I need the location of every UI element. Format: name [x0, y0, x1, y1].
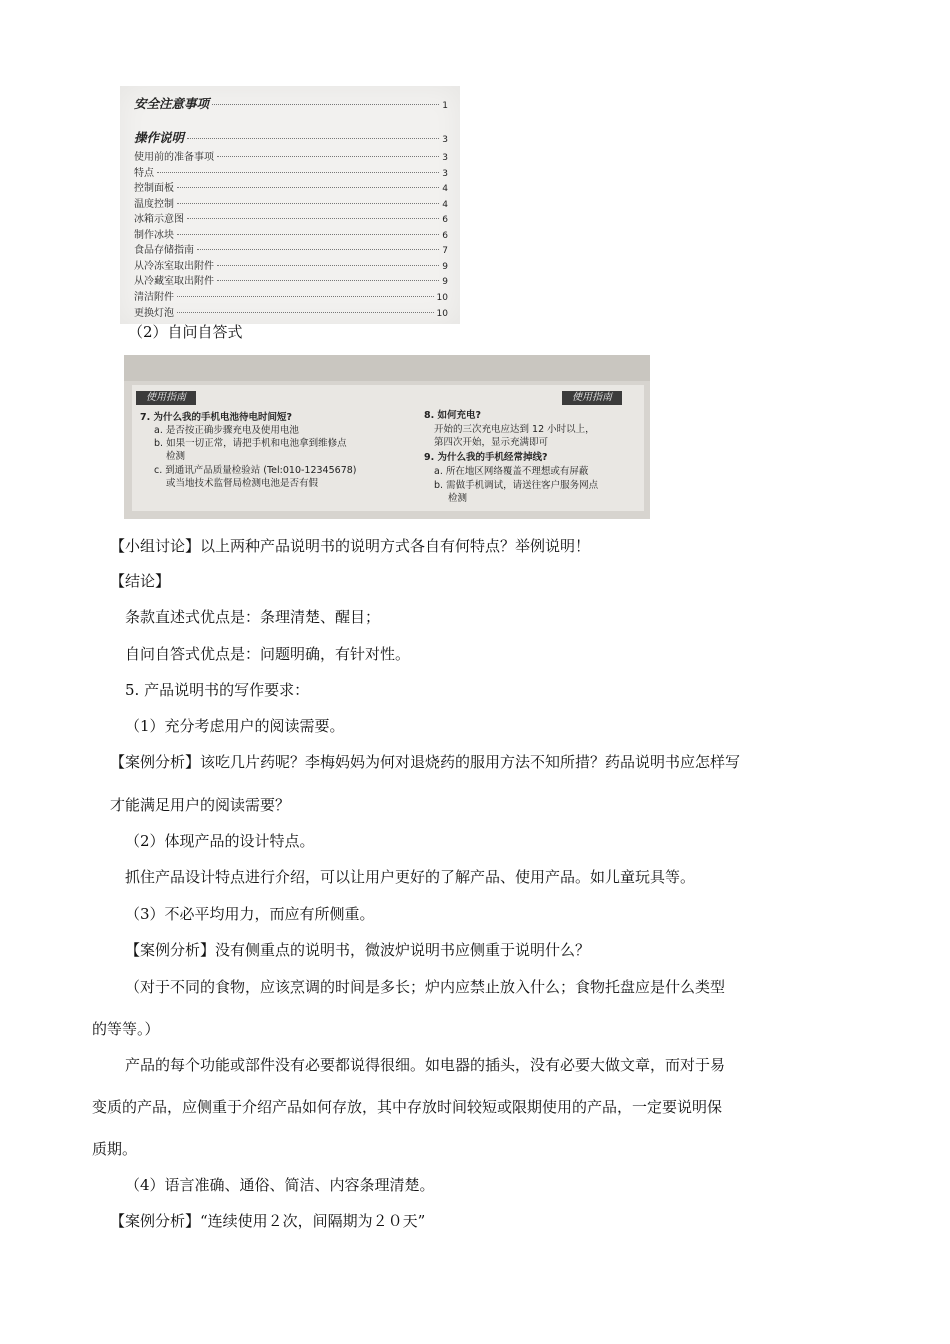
- answer-8a: 开始的三次充电应达到 12 小时以上，: [434, 424, 595, 435]
- section-label-qa: （2）自问自答式: [128, 323, 243, 341]
- answer-8b: 第四次开始，显示充满即可: [434, 437, 549, 448]
- paragraph: 质期。: [92, 1140, 138, 1158]
- paragraph: （对于不同的食物，应该烹调的时间是多长；炉内应禁止放入什么；食物托盘应是什么类型: [125, 978, 726, 996]
- paragraph: 【小组讨论】以上两种产品说明书的说明方式各自有何特点？举例说明！: [110, 537, 591, 555]
- toc-row: 食品存储指南 7: [134, 245, 448, 256]
- paragraph: 条款直述式优点是：条理清楚、醒目；: [125, 608, 381, 626]
- answer-7c: c. 到通讯产品质量检验站 (Tel:010-12345678): [154, 465, 357, 476]
- toc-row: 特点 3: [134, 168, 448, 179]
- table-of-contents-image: [120, 86, 460, 324]
- paragraph: （4）语言准确、通俗、简洁、内容条理清楚。: [125, 1176, 435, 1194]
- paragraph: 【案例分析】该吃几片药呢？李梅妈妈为何对退烧药的服用方法不知所措？药品说明书应怎样写: [110, 753, 741, 771]
- paragraph: 5. 产品说明书的写作要求：: [125, 681, 310, 699]
- paragraph: 【案例分析】“连续使用２次，间隔期为２０天”: [110, 1212, 426, 1230]
- toc-row: 使用前的准备事项 3: [134, 152, 448, 163]
- answer-9a: a. 所在地区网络覆盖不理想或有屏蔽: [434, 466, 589, 477]
- answer-9b: b. 需做手机调试，请送往客户服务网点: [434, 480, 599, 491]
- toc-row: 清洁附件 10: [134, 292, 448, 303]
- toc-row: 从冷冻室取出附件 9: [134, 261, 448, 272]
- toc-row: 更换灯泡 10: [134, 308, 448, 319]
- answer-7c-cont: 或当地技术监督局检测电池是否有假: [166, 478, 319, 489]
- toc-row: 制作冰块 6: [134, 230, 448, 241]
- guide-tag-left: 使用指南: [136, 391, 196, 405]
- toc-row: 操作说明 3: [134, 130, 448, 145]
- paragraph: 【结论】: [110, 572, 171, 590]
- paragraph: （3）不必平均用力，而应有所侧重。: [125, 905, 375, 923]
- paragraph: （2）体现产品的设计特点。: [125, 832, 315, 850]
- paragraph: 自问自答式优点是：问题明确，有针对性。: [125, 645, 411, 663]
- toc-row: 控制面板 4: [134, 183, 448, 194]
- paragraph: 的等等。）: [92, 1020, 160, 1038]
- paragraph: （1）充分考虑用户的阅读需要。: [125, 717, 345, 735]
- paragraph: 抓住产品设计特点进行介绍，可以让用户更好的了解产品、使用产品。如儿童玩具等。: [125, 868, 696, 886]
- question-8: 8. 如何充电?: [424, 410, 482, 421]
- toc-row: 冰箱示意图 6: [134, 214, 448, 225]
- toc-row: 温度控制 4: [134, 199, 448, 210]
- answer-7a: a. 是否按正确步骤充电及使用电池: [154, 425, 299, 436]
- answer-7b: b. 如果一切正常，请把手机和电池拿到维修点: [154, 438, 347, 449]
- question-7: 7. 为什么我的手机电池待电时间短?: [140, 412, 293, 423]
- toc-row: 从冷藏室取出附件 9: [134, 276, 448, 287]
- paragraph: 变质的产品，应侧重于介绍产品如何存放，其中存放时间较短或限期使用的产品，一定要说明保: [92, 1098, 723, 1116]
- question-9: 9. 为什么我的手机经常掉线?: [424, 452, 548, 463]
- answer-7b-cont: 检测: [166, 451, 186, 462]
- phone-manual-photo: [124, 355, 650, 519]
- paragraph: 【案例分析】没有侧重点的说明书，微波炉说明书应侧重于说明什么？: [125, 941, 591, 959]
- guide-tag-right: 使用指南: [562, 391, 622, 405]
- toc-row: 安全注意事项 1: [134, 96, 448, 111]
- answer-9b-cont: 检测: [448, 493, 468, 504]
- paragraph: 产品的每个功能或部件没有必要都说得很细。如电器的插头，没有必要大做文章，而对于易: [125, 1056, 726, 1074]
- paragraph: 才能满足用户的阅读需要？: [110, 796, 291, 814]
- manual-page: [132, 385, 644, 511]
